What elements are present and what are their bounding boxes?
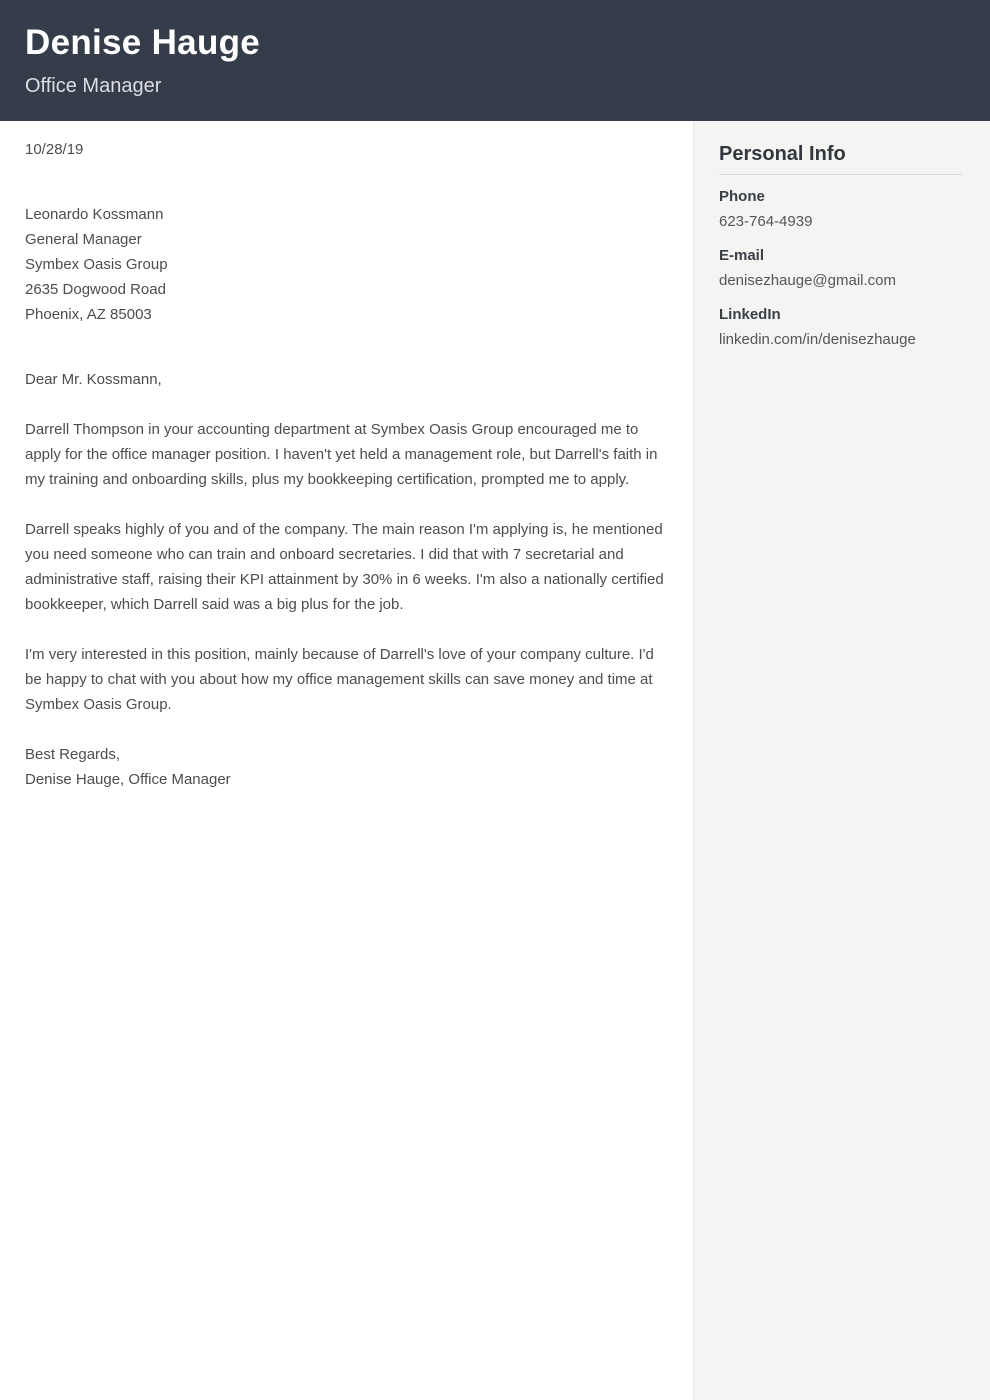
linkedin-label: LinkedIn <box>719 306 781 323</box>
sidebar-divider <box>719 174 962 175</box>
recipient-city: Phoenix, AZ 85003 <box>25 306 152 323</box>
phone-label: Phone <box>719 188 765 205</box>
body-paragraph-1: Darrell Thompson in your accounting department at Symbex Oasis Group encouraged me to apply for the office manager position. I haven't yet held a management role, but Darrell's faith in my training and onboarding skills, plus my bookkeeping certification, prompted me to apply. <box>25 421 658 488</box>
linkedin-value: linkedin.com/in/denisezhauge <box>719 331 916 348</box>
sidebar-heading: Personal Info <box>719 143 846 165</box>
recipient-street: 2635 Dogwood Road <box>25 281 166 298</box>
page-header <box>0 0 990 121</box>
body-paragraph-3: I'm very interested in this position, mainly because of Darrell's love of your company culture. I'd be happy to chat with you about how my office management skills can save money and time at Symbex Oasis Group. <box>25 646 654 713</box>
letter-body <box>0 121 693 1400</box>
email-label: E-mail <box>719 247 765 264</box>
recipient-name: Leonardo Kossmann <box>25 206 164 223</box>
salutation: Dear Mr. Kossmann, <box>25 371 162 388</box>
phone-value: 623-764-4939 <box>719 213 813 230</box>
letter-date: 10/28/19 <box>25 141 84 158</box>
recipient-block <box>25 202 665 327</box>
recipient-company: Symbex Oasis Group <box>25 256 168 273</box>
contact-item-email <box>719 243 962 293</box>
contact-item-phone <box>719 184 962 234</box>
body-paragraph-2: Darrell speaks highly of you and of the company. The main reason I'm applying is, he mentioned you need someone who can train and onboard secretaries. I did that with 7 secretarial and administrative staff, raising their KPI attainment by 30% in 6 weeks. I'm also a nationally certified bookkeeper, which Darrell said was a big plus for the job. <box>25 521 664 613</box>
contact-item-linkedin <box>719 302 962 352</box>
signature-line: Denise Hauge, Office Manager <box>25 771 231 788</box>
closing-line: Best Regards, <box>25 746 121 763</box>
personal-info-sidebar <box>693 121 990 1400</box>
candidate-job-title: Office Manager <box>25 75 162 97</box>
recipient-title: General Manager <box>25 231 142 248</box>
email-value: denisezhauge@gmail.com <box>719 272 896 289</box>
candidate-name: Denise Hauge <box>25 23 261 62</box>
signature-block <box>25 742 665 792</box>
